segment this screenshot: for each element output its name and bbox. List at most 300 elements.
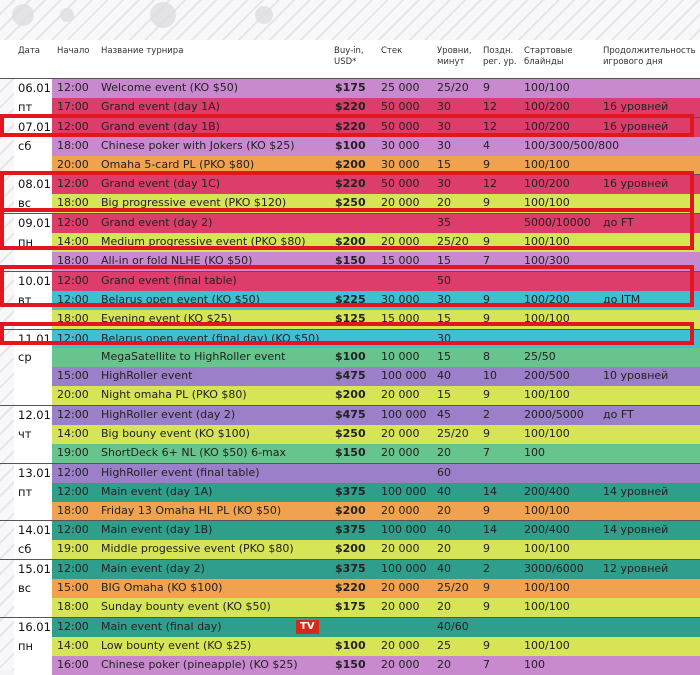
row-levels: 15: [437, 388, 451, 402]
table-row: [0, 540, 700, 559]
row-time: [57, 348, 99, 367]
row-stack: [381, 464, 435, 483]
row-time: 12:00: [57, 408, 89, 422]
row-blinds: 5000/10000: [524, 216, 591, 230]
row-duration: [603, 502, 698, 521]
row-name: HighRoller event: [101, 369, 193, 383]
row-levels: 20: [437, 600, 451, 614]
row-latereg: 9: [483, 81, 490, 94]
table-row: [0, 367, 700, 386]
row-stack: 30 000: [381, 292, 420, 306]
row-buyin: $220: [335, 119, 366, 133]
table-header: [0, 40, 700, 78]
row-blinds: 100: [524, 657, 545, 671]
row-date: 07.01: [14, 118, 52, 137]
row-duration: [603, 310, 698, 329]
row-name: Grand event (day 2): [101, 216, 213, 230]
row-latereg: 9: [483, 388, 490, 402]
row-name: Grand event (day 1C): [101, 177, 221, 191]
header-date: Дата: [18, 46, 41, 56]
header-levels: Уровни, минут: [437, 46, 472, 67]
row-duration: [603, 348, 698, 367]
row-buyin: $125: [335, 311, 366, 325]
row-latereg: [483, 464, 521, 483]
table-row: [0, 483, 700, 502]
row-date: 16.01: [14, 618, 52, 637]
table-row: [0, 233, 700, 252]
row-buyin: $225: [335, 292, 366, 306]
row-latereg: 14: [483, 484, 497, 498]
row-time: 20:00: [57, 157, 89, 171]
row-buyin: $375: [335, 523, 366, 537]
row-buyin: [335, 464, 379, 483]
row-time: 20:00: [57, 388, 89, 402]
row-date: пт: [14, 483, 52, 502]
row-buyin: $220: [335, 99, 366, 113]
decor-circle: [255, 6, 273, 24]
row-stack: 30 000: [381, 138, 420, 152]
row-levels: 45: [437, 408, 451, 422]
row-time: 19:00: [57, 445, 89, 459]
row-latereg: 2: [483, 562, 490, 576]
row-duration: [603, 156, 698, 175]
row-duration: [603, 272, 698, 291]
row-date: сб: [14, 137, 52, 156]
row-latereg: 7: [483, 445, 490, 459]
row-levels: 40: [437, 562, 451, 576]
row-date: [14, 502, 52, 521]
row-levels: 30: [437, 119, 451, 133]
row-blinds: 25/50: [524, 350, 556, 364]
row-name: Evening event (KO $25): [101, 311, 232, 325]
row-levels: 20: [437, 657, 451, 671]
row-buyin: $220: [335, 177, 366, 191]
row-buyin: [335, 618, 379, 637]
row-time: 12:00: [57, 292, 89, 306]
row-stack: 30 000: [381, 157, 420, 171]
row-blinds: 100/100: [524, 388, 570, 402]
table-row: [0, 405, 700, 425]
row-date: [14, 310, 52, 329]
row-duration: [603, 579, 698, 598]
row-duration: 12 уровней: [603, 562, 669, 576]
row-buyin: $150: [335, 254, 366, 268]
row-duration: [603, 137, 698, 156]
row-buyin: $375: [335, 562, 366, 576]
row-name: HighRoller event (final table): [101, 465, 260, 479]
row-name: Big progressive event (PKO $120): [101, 196, 287, 210]
table-row: [0, 329, 700, 349]
row-buyin: $475: [335, 408, 366, 422]
row-buyin: [335, 214, 379, 233]
table-row: [0, 213, 700, 233]
row-buyin: $475: [335, 369, 366, 383]
row-duration: 16 уровней: [603, 119, 669, 133]
row-name: Friday 13 Omaha HL PL (KO $50): [101, 503, 282, 517]
row-blinds: [524, 272, 602, 291]
row-time: 14:00: [57, 427, 89, 441]
row-date: 13.01: [14, 464, 52, 483]
row-stack: 20 000: [381, 638, 420, 652]
row-duration: [603, 618, 698, 637]
row-stack: 15 000: [381, 311, 420, 325]
row-levels: 30: [437, 138, 451, 152]
row-stack: 50 000: [381, 99, 420, 113]
row-duration: 14 уровней: [603, 484, 669, 498]
header-stack: Стек: [381, 46, 403, 56]
row-time: 17:00: [57, 99, 89, 113]
row-stack: 100 000: [381, 369, 427, 383]
row-duration: [603, 233, 698, 252]
row-date: 08.01: [14, 175, 52, 194]
row-buyin: [335, 272, 379, 291]
table-row: [0, 137, 700, 156]
row-blinds: 100/100: [524, 638, 570, 652]
row-time: 19:00: [57, 542, 89, 556]
row-date: [14, 367, 52, 386]
table-row: [0, 559, 700, 579]
row-blinds: 100/200: [524, 292, 570, 306]
row-time: 14:00: [57, 235, 89, 249]
table-row: [0, 520, 700, 540]
row-latereg: 7: [483, 254, 490, 268]
row-blinds: 2000/5000: [524, 408, 584, 422]
row-stack: [381, 618, 435, 637]
row-date: пн: [14, 637, 52, 656]
header-late-reg: Поздн. рег. ур.: [483, 46, 517, 67]
row-latereg: 8: [483, 350, 490, 364]
row-blinds: 100/100: [524, 235, 570, 249]
table-row: [0, 310, 700, 329]
row-buyin: $175: [335, 81, 366, 94]
row-blinds: 100/100: [524, 81, 570, 94]
row-name: Belarus open event (KO $50): [101, 292, 260, 306]
row-date: 15.01: [14, 560, 52, 579]
row-name: MegaSatellite to HighRoller event: [101, 350, 286, 364]
row-name: Grand event (day 1B): [101, 119, 220, 133]
header-duration: Продолжительность игрового дня: [603, 46, 696, 67]
row-time: 18:00: [57, 503, 89, 517]
row-date: [14, 656, 52, 675]
row-stack: 20 000: [381, 657, 420, 671]
row-levels: 20: [437, 503, 451, 517]
row-time: 12:00: [57, 562, 89, 576]
row-duration: 16 уровней: [603, 177, 669, 191]
row-duration: [603, 79, 698, 98]
row-latereg: [483, 330, 521, 349]
row-levels: 35: [437, 216, 451, 230]
row-buyin: $250: [335, 196, 366, 210]
row-duration: [603, 330, 698, 349]
row-latereg: 9: [483, 196, 490, 210]
row-stack: [381, 330, 435, 349]
row-date: пн: [14, 233, 52, 252]
table-row: [0, 194, 700, 213]
row-stack: 20 000: [381, 503, 420, 517]
row-name: Main event (day 2): [101, 562, 205, 576]
row-latereg: 9: [483, 157, 490, 171]
row-time: 18:00: [57, 254, 89, 268]
row-stack: 15 000: [381, 254, 420, 268]
row-time: 12:00: [57, 484, 89, 498]
row-blinds: 100/100: [524, 196, 570, 210]
row-stack: 100 000: [381, 562, 427, 576]
table-row: [0, 348, 700, 367]
row-buyin: $100: [335, 138, 366, 152]
row-duration: [603, 598, 698, 617]
row-time: 12:00: [57, 81, 89, 94]
row-latereg: 12: [483, 99, 497, 113]
row-time: 12:00: [57, 177, 89, 191]
row-name: Low bounty event (KO $25): [101, 638, 252, 652]
row-levels: 40: [437, 523, 451, 537]
row-levels: 15: [437, 350, 451, 364]
row-duration: до FT: [603, 408, 634, 422]
decor-circle: [12, 4, 34, 26]
row-name: Middle progessive event (PKO $80): [101, 542, 294, 556]
row-latereg: 9: [483, 503, 490, 517]
row-blinds: 100/300/500/800: [524, 138, 620, 152]
row-buyin: $250: [335, 427, 366, 441]
row-levels: 40: [437, 369, 451, 383]
row-latereg: 10: [483, 369, 497, 383]
row-levels: 30: [437, 99, 451, 113]
row-blinds: 100/100: [524, 542, 570, 556]
row-latereg: 9: [483, 581, 490, 595]
row-date: 11.01: [14, 330, 52, 349]
header-start: Начало: [57, 46, 90, 56]
row-levels: 40/60: [437, 619, 469, 633]
row-buyin: $220: [335, 581, 366, 595]
row-latereg: 2: [483, 408, 490, 422]
row-name: Big bouny event (KO $100): [101, 427, 250, 441]
table-row: [0, 463, 700, 483]
table-row: [0, 598, 700, 617]
row-blinds: 100/100: [524, 157, 570, 171]
row-blinds: 100/200: [524, 119, 570, 133]
row-latereg: 9: [483, 292, 490, 306]
row-stack: 100 000: [381, 408, 427, 422]
row-latereg: 9: [483, 542, 490, 556]
row-time: 12:00: [57, 523, 89, 537]
row-buyin: $200: [335, 503, 366, 517]
row-name: Belarus open event (final day) (KO $50): [101, 331, 320, 345]
table-row: [0, 617, 700, 637]
row-duration: 10 уровней: [603, 369, 669, 383]
row-name: Medium progressive event (PKO $80): [101, 235, 306, 249]
table-row: [0, 291, 700, 310]
table-row: [0, 579, 700, 598]
row-blinds: [524, 464, 602, 483]
row-time: 18:00: [57, 600, 89, 614]
row-name: Main event (day 1A): [101, 484, 213, 498]
row-blinds: 100/100: [524, 427, 570, 441]
row-levels: 25: [437, 638, 451, 652]
row-date: сб: [14, 540, 52, 559]
row-stack: 100 000: [381, 523, 427, 537]
row-latereg: 12: [483, 119, 497, 133]
row-levels: 30: [437, 292, 451, 306]
row-blinds: 100/200: [524, 177, 570, 191]
row-stack: 20 000: [381, 581, 420, 595]
row-blinds: [524, 330, 602, 349]
row-name: Welcome event (KO $50): [101, 81, 238, 94]
row-duration: [603, 540, 698, 559]
row-date: вс: [14, 579, 52, 598]
row-levels: 25/20: [437, 81, 469, 94]
row-buyin: $200: [335, 542, 366, 556]
row-duration: 16 уровней: [603, 99, 669, 113]
row-stack: 10 000: [381, 350, 420, 364]
row-latereg: 12: [483, 177, 497, 191]
row-levels: 15: [437, 157, 451, 171]
row-duration: [603, 425, 698, 444]
row-duration: [603, 194, 698, 213]
header-buyin: Buy-in, USD*: [334, 46, 364, 67]
table-row: [0, 502, 700, 521]
row-stack: 20 000: [381, 445, 420, 459]
row-blinds: 100/100: [524, 581, 570, 595]
row-time: 12:00: [57, 465, 89, 479]
row-time: 15:00: [57, 369, 89, 383]
row-levels: 20: [437, 542, 451, 556]
row-name: ShortDeck 6+ NL (KO $50) 6-max: [101, 445, 287, 459]
row-duration: 14 уровней: [603, 523, 669, 537]
row-duration: [603, 464, 698, 483]
row-duration: [603, 444, 698, 463]
row-blinds: 3000/6000: [524, 562, 584, 576]
row-stack: 20 000: [381, 196, 420, 210]
row-latereg: 9: [483, 311, 490, 325]
row-name: HighRoller event (day 2): [101, 408, 236, 422]
row-date: 10.01: [14, 272, 52, 291]
row-buyin: $200: [335, 388, 366, 402]
row-time: 18:00: [57, 196, 89, 210]
row-name: Main event (day 1B): [101, 523, 213, 537]
table-row: [0, 98, 700, 117]
row-date: ср: [14, 348, 52, 367]
row-latereg: [483, 618, 521, 637]
row-blinds: [524, 618, 602, 637]
row-levels: 20: [437, 445, 451, 459]
row-duration: до FT: [603, 216, 634, 230]
row-buyin: $200: [335, 157, 366, 171]
row-latereg: 9: [483, 235, 490, 249]
row-date: 09.01: [14, 214, 52, 233]
row-date: вс: [14, 194, 52, 213]
row-duration: [603, 386, 698, 405]
row-date: пт: [14, 98, 52, 117]
table-row: [0, 271, 700, 291]
row-levels: 50: [437, 273, 451, 287]
row-levels: 15: [437, 254, 451, 268]
row-date: [14, 598, 52, 617]
table-row: [0, 78, 700, 98]
row-date: [14, 444, 52, 463]
decor-circle: [150, 2, 176, 28]
row-time: 12:00: [57, 216, 89, 230]
table-row: [0, 117, 700, 137]
row-time: 12:00: [57, 119, 89, 133]
row-buyin: $150: [335, 445, 366, 459]
row-date: [14, 386, 52, 405]
row-name: Night omaha PL (PKO $80): [101, 388, 247, 402]
row-stack: 50 000: [381, 119, 420, 133]
row-levels: 15: [437, 311, 451, 325]
row-latereg: 4: [483, 138, 490, 152]
row-buyin: $375: [335, 484, 366, 498]
row-date: чт: [14, 425, 52, 444]
row-latereg: 14: [483, 523, 497, 537]
row-time: 18:00: [57, 311, 89, 325]
row-latereg: 9: [483, 638, 490, 652]
table-row: [0, 252, 700, 271]
row-latereg: 7: [483, 657, 490, 671]
row-name: All-in or fold NLHE (KO $50): [101, 254, 253, 268]
row-name: Grand event (day 1A): [101, 99, 220, 113]
row-time: 12:00: [57, 331, 89, 345]
row-duration: до ITM: [603, 292, 641, 306]
row-levels: 30: [437, 331, 451, 345]
row-date: 12.01: [14, 406, 52, 425]
row-buyin: [335, 330, 379, 349]
row-blinds: 100/300: [524, 254, 570, 268]
row-buyin: $150: [335, 657, 366, 671]
row-latereg: [483, 214, 521, 233]
row-levels: 25/20: [437, 235, 469, 249]
row-stack: 20 000: [381, 235, 420, 249]
row-name: Chinese poker (pineapple) (KO $25): [101, 657, 298, 671]
row-blinds: 100: [524, 445, 545, 459]
row-latereg: 9: [483, 427, 490, 441]
row-stack: 20 000: [381, 542, 420, 556]
row-buyin: $100: [335, 350, 366, 364]
row-stack: 20 000: [381, 600, 420, 614]
schedule-table: [0, 78, 700, 675]
row-name: Grand event (final table): [101, 273, 237, 287]
table-row: [0, 174, 700, 194]
row-time: 14:00: [57, 638, 89, 652]
row-stack: [381, 272, 435, 291]
row-stack: 25 000: [381, 81, 420, 94]
row-levels: 40: [437, 484, 451, 498]
row-name: Omaha 5-card PL (PKO $80): [101, 157, 255, 171]
row-time: 12:00: [57, 619, 89, 633]
row-stack: 20 000: [381, 427, 420, 441]
row-date: [14, 156, 52, 175]
row-name: Chinese poker with Jokers (KO $25): [101, 138, 295, 152]
row-levels: 25/20: [437, 581, 469, 595]
decor-circle: [60, 8, 74, 22]
row-date: 06.01: [14, 79, 52, 98]
table-row: [0, 425, 700, 444]
row-buyin: $100: [335, 638, 366, 652]
row-levels: 20: [437, 196, 451, 210]
row-latereg: [483, 272, 521, 291]
row-latereg: 9: [483, 600, 490, 614]
row-date: 14.01: [14, 521, 52, 540]
row-blinds: 100/100: [524, 600, 570, 614]
header-blinds: Стартовые блайнды: [524, 46, 573, 67]
tv-badge-cell: [296, 618, 332, 637]
row-blinds: 200/400: [524, 523, 570, 537]
row-date: вт: [14, 291, 52, 310]
table-row: [0, 156, 700, 175]
row-duration: [603, 656, 698, 675]
row-levels: 25/20: [437, 427, 469, 441]
row-stack: 20 000: [381, 388, 420, 402]
row-time: 16:00: [57, 657, 89, 671]
